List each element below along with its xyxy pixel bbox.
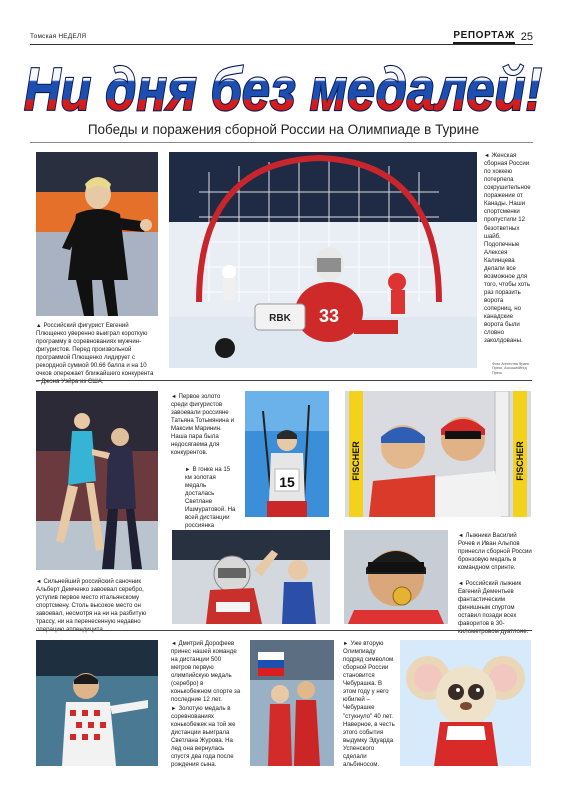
- triangle-up-icon: ▲: [36, 323, 42, 329]
- triangle-left-icon: ◄: [484, 153, 490, 159]
- caption-dorofeev: [171, 640, 241, 704]
- triangle-left-icon: ◄: [458, 581, 464, 587]
- triangle-left-icon: ◄: [458, 533, 464, 539]
- ski-brand-right: FISCHER: [515, 441, 525, 481]
- triangle-left-icon: ◄: [171, 394, 177, 400]
- caption-zhurova: [171, 705, 241, 769]
- section-tag: [453, 30, 533, 44]
- luger-photo: [172, 530, 330, 624]
- hockey-goalie-photo: [169, 152, 477, 368]
- subtitle-rule: [30, 142, 533, 143]
- triangle-right-icon: ►: [171, 706, 177, 712]
- headline-svg: [20, 58, 547, 122]
- row-divider-2: [36, 630, 532, 631]
- photo-credit: Фото Агентства Франс Пресс, Ассошиэйтед Пресс.: [492, 362, 530, 375]
- speed-skater-photo: [36, 640, 158, 766]
- caption-hockey: [484, 152, 532, 345]
- caption-dorofeev-text: Дмитрий Дорофеев принес нашей команде на дистанции 500 метров первую олимпийскую медаль (серебро) в конькобежном спорте за последние 12 лет.: [171, 640, 241, 704]
- caption-plushenko: [36, 322, 158, 386]
- triangle-left-icon: ◄: [171, 641, 177, 647]
- row-divider-1: [36, 380, 532, 381]
- caption-dementiev: [458, 580, 532, 636]
- triangle-right-icon: ►: [343, 641, 349, 647]
- figure-skater-photo: [36, 152, 158, 316]
- skier-photo: [245, 391, 329, 517]
- caption-zhurova-text: Золотую медаль в соревнованиях конькобежек на той же дистанции выиграла Светлана Журова. На лед она вернулась спустя два года после рождения сына.: [171, 705, 236, 769]
- bib-number: 15: [279, 474, 295, 490]
- caption-dementiev-text: Российский лыжник Евгений Дементьев фантастическим финишным спуртом оставил позади всех фаворитов в 30-километровом дуатлоне.: [458, 580, 529, 636]
- triangle-right-icon: ►: [185, 467, 191, 473]
- caption-cheburashka-text: Уже вторую Олимпиаду подряд символом сборной России становится Чебурашка. В этом году у него юбилей – Чебурашке "стукнуло" 40 лет. Наверное, в честь этого события выдумку Эдуарда Успенского сделали альбиносом.: [343, 640, 395, 768]
- caption-totmianina-text: Первое золото среди фигуристов завоевали россияне Татьяна Тотьмянина и Максим Маринин. Наша пара была недосягаема для конкурентов.: [171, 393, 234, 457]
- cheburashka-mascot-photo: [400, 640, 531, 766]
- caption-skiers-relay-text: Лыжники Василий Рочев и Иван Алыпов принесли сборной России бронзовую медаль в командном спринте.: [458, 532, 532, 572]
- skaters-flag-photo: [250, 640, 334, 766]
- jersey-number: 33: [318, 306, 340, 326]
- medal-bite-photo: [344, 530, 448, 624]
- caption-demchenko-text: Сильнейший российский саночник Альберт Демченко завоевал серебро, уступив первое место итальянскому спортсмену. Столь высокое место он завоевал, несмотря на ни на разбитую трассу, ни на перенесенную недавно операцию аппендицита.: [36, 578, 147, 634]
- headline: [20, 58, 547, 122]
- header-rule: [30, 44, 533, 45]
- caption-plushenko-text: Российский фигурист Евгений Плющенко уверенно выиграл короткую программу в соревнованиях мужчин-фигуристов. Перед произвольной программой Плющенко лидирует с рекордной суммой 90.66 балла и на 10 очков опережает ближайшего конкурента – Джона Уэйра из США.: [36, 322, 154, 386]
- triangle-right-icon: ◄: [36, 579, 42, 585]
- caption-hockey-text: Женская сборная России по хоккею потерпела сокрушительное поражение от Канады. Наши спортсменки пропустили 12 безответных шайб. Подопечные Алексея Калинцева делали все возможное для того, чтобы хоть раз поразить ворота соперниц, но канадские ворота были словно заколдованы.: [484, 152, 531, 344]
- ski-brand-left: FISCHER: [351, 441, 361, 481]
- section-name: РЕПОРТАЖ: [453, 30, 514, 44]
- mask-brand: RBK: [269, 313, 291, 324]
- pair-skaters-photo: [36, 391, 158, 570]
- caption-demchenko: [36, 578, 158, 634]
- caption-skiers-relay: [458, 532, 532, 572]
- caption-cheburashka: [343, 640, 395, 769]
- caption-totmianina: [171, 393, 237, 457]
- headline-text: Ни дня без медалей!: [24, 58, 542, 122]
- skiers-duo-photo: [345, 391, 531, 517]
- subtitle: Победы и поражения сборной России на Олимпиаде в Турине: [87, 122, 480, 137]
- masthead: Томская НЕДЕЛЯ: [30, 33, 87, 40]
- caption-ishmuratova-text: В гонке на 15 км золотая медаль досталась Светлане Ишмуратовой. На всей дистанции россиянка: [185, 466, 236, 530]
- page-number: 25: [520, 31, 533, 43]
